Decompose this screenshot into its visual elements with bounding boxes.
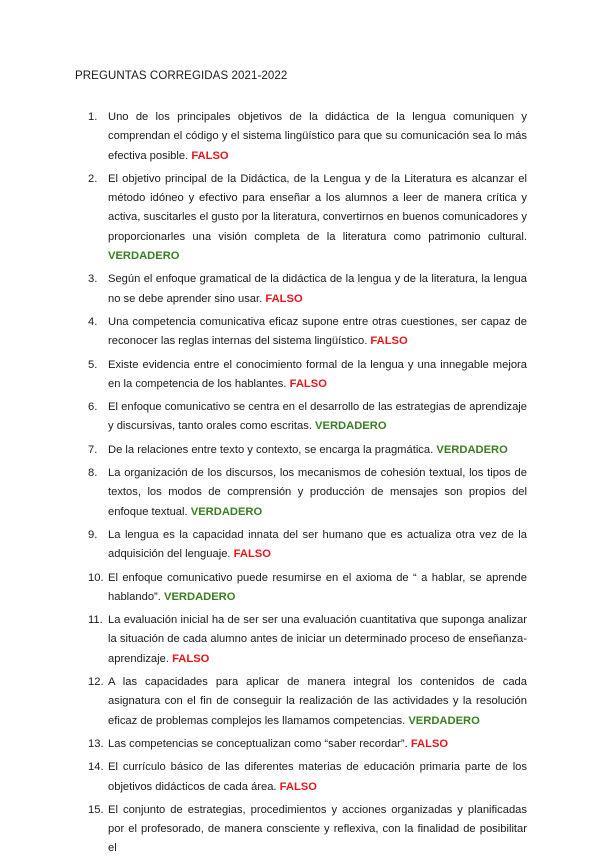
- list-item: [0, 758, 527, 797]
- answer-label: VERDADERO: [190, 505, 263, 518]
- list-item: [0, 108, 527, 166]
- answer-label: VERDADERO: [408, 714, 480, 727]
- question-number: 8.: [88, 467, 98, 480]
- question-number: 3.: [88, 273, 98, 286]
- question-text: El enfoque comunicativo se centra en el desarrollo de las estrategias de aprendizaje y discursivas, tanto orales como escritas.: [108, 401, 527, 433]
- question-number: 10.: [88, 571, 104, 584]
- question-number: 12.: [88, 676, 104, 689]
- list-item: [0, 356, 527, 395]
- question-number: 6.: [88, 401, 98, 414]
- question-number: 4.: [88, 315, 98, 328]
- question-text: A las capacidades para aplicar de manera integral los contenidos de cada asignatura con el fin de conseguir la realización de las actividades y la resolución eficaz de problemas complejos les llamamos competencias.: [108, 676, 527, 727]
- question-number: 13.: [88, 737, 104, 750]
- question-text: Una competencia comunicativa eficaz supone entre otras cuestiones, ser capaz de reconocer las reglas internas del sistema lingüístico.: [108, 315, 527, 348]
- question-text: La evaluación inicial ha de ser ser una evaluación cuantitativa que suponga analizar la situación de cada alumno antes de iniciar un determinado proceso de enseñanza-aprendizaje.: [108, 614, 527, 665]
- answer-label: VERDADERO: [436, 443, 508, 456]
- question-number: 7.: [88, 443, 98, 456]
- question-text: El enfoque comunicativo puede resumirse en el axioma de “ a hablar, se aprende hablando”.: [108, 571, 527, 603]
- question-list: [0, 108, 600, 863]
- question-text: Según el enfoque gramatical de la didáctica de la lengua y de la literatura, la lengua no se debe aprender sino usar.: [108, 273, 527, 305]
- list-item: [0, 611, 527, 669]
- question-text: El currículo básico de las diferentes materias de educación primaria parte de los objetivos didácticos de cada área.: [108, 761, 527, 793]
- question-text: De la relaciones entre texto y contexto, se encarga la pragmática.: [108, 443, 434, 456]
- list-item: [0, 398, 527, 437]
- list-item: [0, 313, 527, 352]
- list-item: [0, 526, 527, 565]
- question-number: 2.: [88, 172, 98, 185]
- question-number: 11.: [88, 614, 103, 627]
- list-item: [0, 735, 527, 754]
- answer-label: VERDADERO: [315, 420, 387, 433]
- list-item: [0, 569, 527, 608]
- answer-label: FALSO: [191, 149, 229, 162]
- list-item: [0, 464, 527, 522]
- question-number: 15.: [88, 803, 104, 816]
- answer-label: VERDADERO: [108, 250, 180, 263]
- question-number: 9.: [88, 528, 98, 541]
- list-item: [0, 673, 527, 731]
- list-item: [0, 270, 527, 309]
- page-title: PREGUNTAS CORREGIDAS 2021-2022: [75, 70, 288, 82]
- question-number: 1.: [88, 111, 98, 123]
- answer-label: FALSO: [233, 548, 271, 561]
- question-text: La organización de los discursos, los mecanismos de cohesión textual, los tipos de textos, los modos de comprensión y producción de mensajes son propios del enfoque textual.: [108, 467, 527, 518]
- answer-label: FALSO: [410, 737, 449, 750]
- question-text: Las competencias se conceptualizan como “saber recordar”.: [108, 737, 408, 750]
- list-item: [0, 801, 527, 859]
- question-text: La lengua es la capacidad innata del ser humano que es actualiza otra vez de la adquisición del lenguaje.: [108, 528, 527, 561]
- answer-label: FALSO: [265, 292, 303, 305]
- list-item: [0, 170, 527, 266]
- question-text: El objetivo principal de la Didáctica, de la Lengua y de la Literatura es alcanzar el método idóneo y efectivo para enseñar a los alumnos a leer de manera crítica y activa, suscitarles el gusto por la literatura, convertirnos en buenos comunicadores y proporcionarles una visión completa de la literatura como patrimonio cultural.: [108, 172, 527, 243]
- question-text: Existe evidencia entre el conocimiento formal de la lengua y una innegable mejora en la competencia de los hablantes.: [108, 358, 527, 390]
- answer-label: FALSO: [370, 335, 408, 348]
- list-item: [0, 441, 527, 460]
- answer-label: VERDADERO: [163, 590, 236, 603]
- answer-label: FALSO: [172, 652, 210, 665]
- question-number: 5.: [88, 358, 98, 371]
- question-text: Uno de los principales objetivos de la didáctica de la lengua comuniquen y comprendan el código y el sistema lingüístico para que su comunicación sea lo más efectiva posible.: [108, 111, 527, 162]
- question-text: El conjunto de estrategias, procedimientos y acciones organizadas y planificadas por el profesorado, de manera consciente y reflexiva, con la finalidad de posibilitar el: [108, 803, 527, 855]
- answer-label: FALSO: [279, 780, 317, 793]
- question-number: 14.: [88, 761, 104, 774]
- answer-label: FALSO: [289, 377, 327, 390]
